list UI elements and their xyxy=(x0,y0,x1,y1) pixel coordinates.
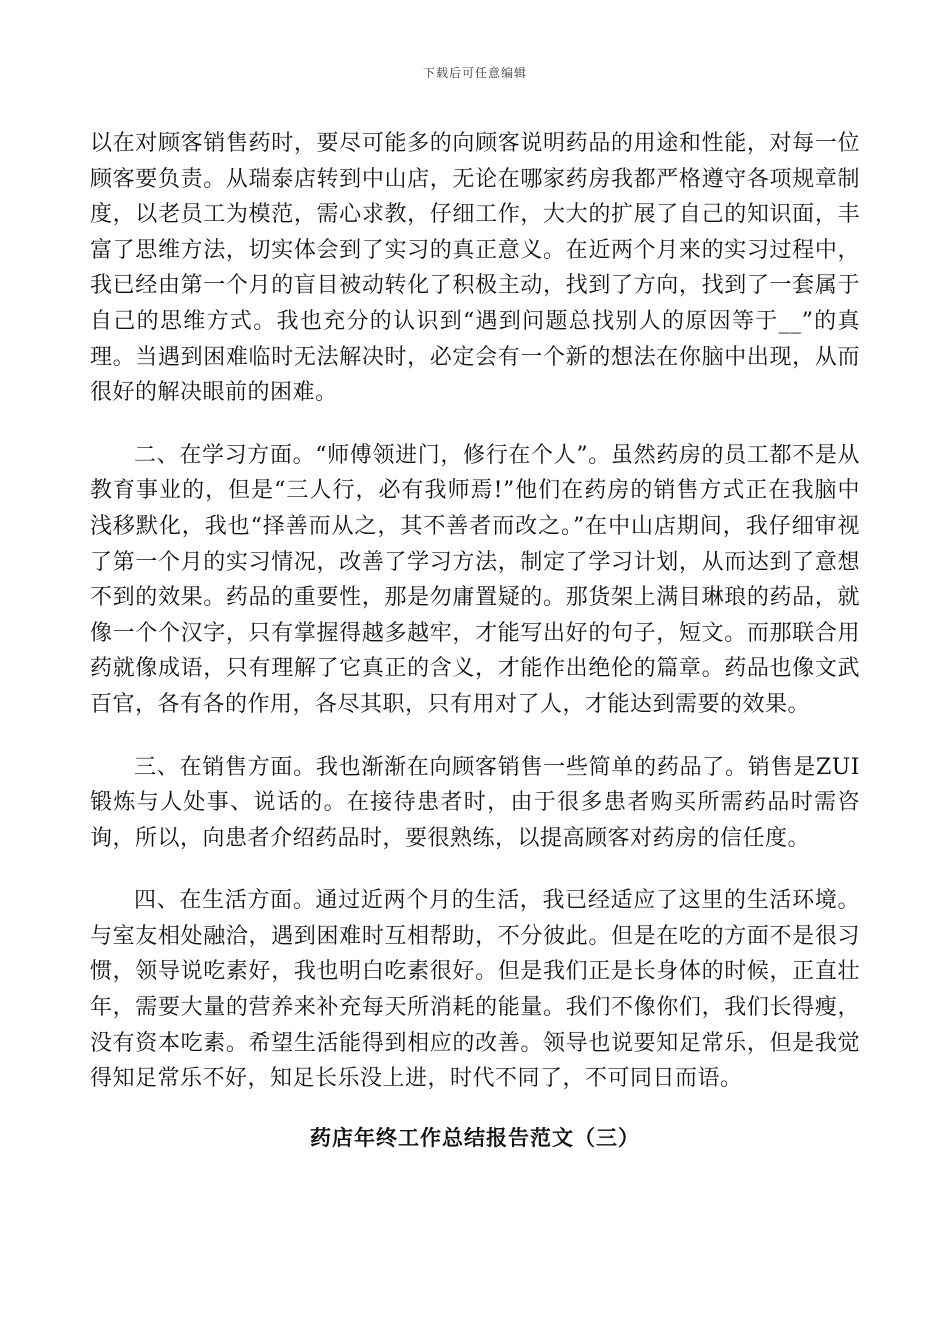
section-title: 药店年终工作总结报告范文（三） xyxy=(310,1124,640,1150)
paragraph-study: 二、在学习方面。“师傅领进门，修行在个人”。虽然药房的员工都不是从教育事业的，但是“三人行，必有我师焉!”他们在药房的销售方式正在我脑中浅移默化，我也“择善而从之，其不善者而改之。”在中山店期间，我仔细审视了第一个月的实习情况，改善了学习方法，制定了学习计划，从而达到了意想不到的效果。药品的重要性，那是勿庸置疑的。那货架上满目琳琅的药品，就像一个个汉字，只有掌握得越多越牢，才能写出好的句子，短文。而那联合用药就像成语，只有理解了它真正的含义，才能作出绝伦的篇章。药品也像文武百官，各有各的作用，各尽其职，只有用对了人，才能达到需要的效果。 xyxy=(90,442,860,717)
paragraph-continuation: 以在对顾客销售药时，要尽可能多的向顾客说明药品的用途和性能，对每一位顾客要负责。从瑞泰店转到中山店，无论在哪家药房我都严格遵守各项规章制度，以老员工为模范，需心求教，仔细工作，大大的扩展了自己的知识面，丰富了思维方法，切实体会到了实习的真正意义。在近两个月来的实习过程中，我已经由第一个月的盲目被动转化了积极主动，找到了方向，找到了一套属于自己的思维方式。我也充分的认识到“遇到问题总找别人的原因等于__”的真理。当遇到困难临时无法解决时，必定会有一个新的想法在你脑中出现，从而很好的解决眼前的困难。 xyxy=(90,131,860,406)
paragraph-sales: 三、在销售方面。我也渐渐在向顾客销售一些简单的药品了。销售是ZUI锻炼与人处事、说话的。在接待患者时，由于很多患者购买所需药品时需咨询，所以，向患者介绍药品时，要很熟练，以提高顾客对药房的信任度。 xyxy=(90,754,860,851)
page-header: 下载后可任意编辑 xyxy=(422,66,527,80)
document-body xyxy=(90,126,860,1154)
paragraph-life: 四、在生活方面。通过近两个月的生活，我已经适应了这里的生活环境。与室友相处融洽，遇到困难时互相帮助，不分彼此。但是在吃的方面不是很习惯，领导说吃素好，我也明白吃素很好。但是我们正是长身体的时候，正直壮年，需要大量的营养来补充每天所消耗的能量。我们不像你们，我们长得瘦，没有资本吃素。希望生活能得到相应的改善。领导也说要知足常乐，但是我觉得知足常乐不好，知足长乐没上进，时代不同了，不可同日而语。 xyxy=(90,888,860,1092)
